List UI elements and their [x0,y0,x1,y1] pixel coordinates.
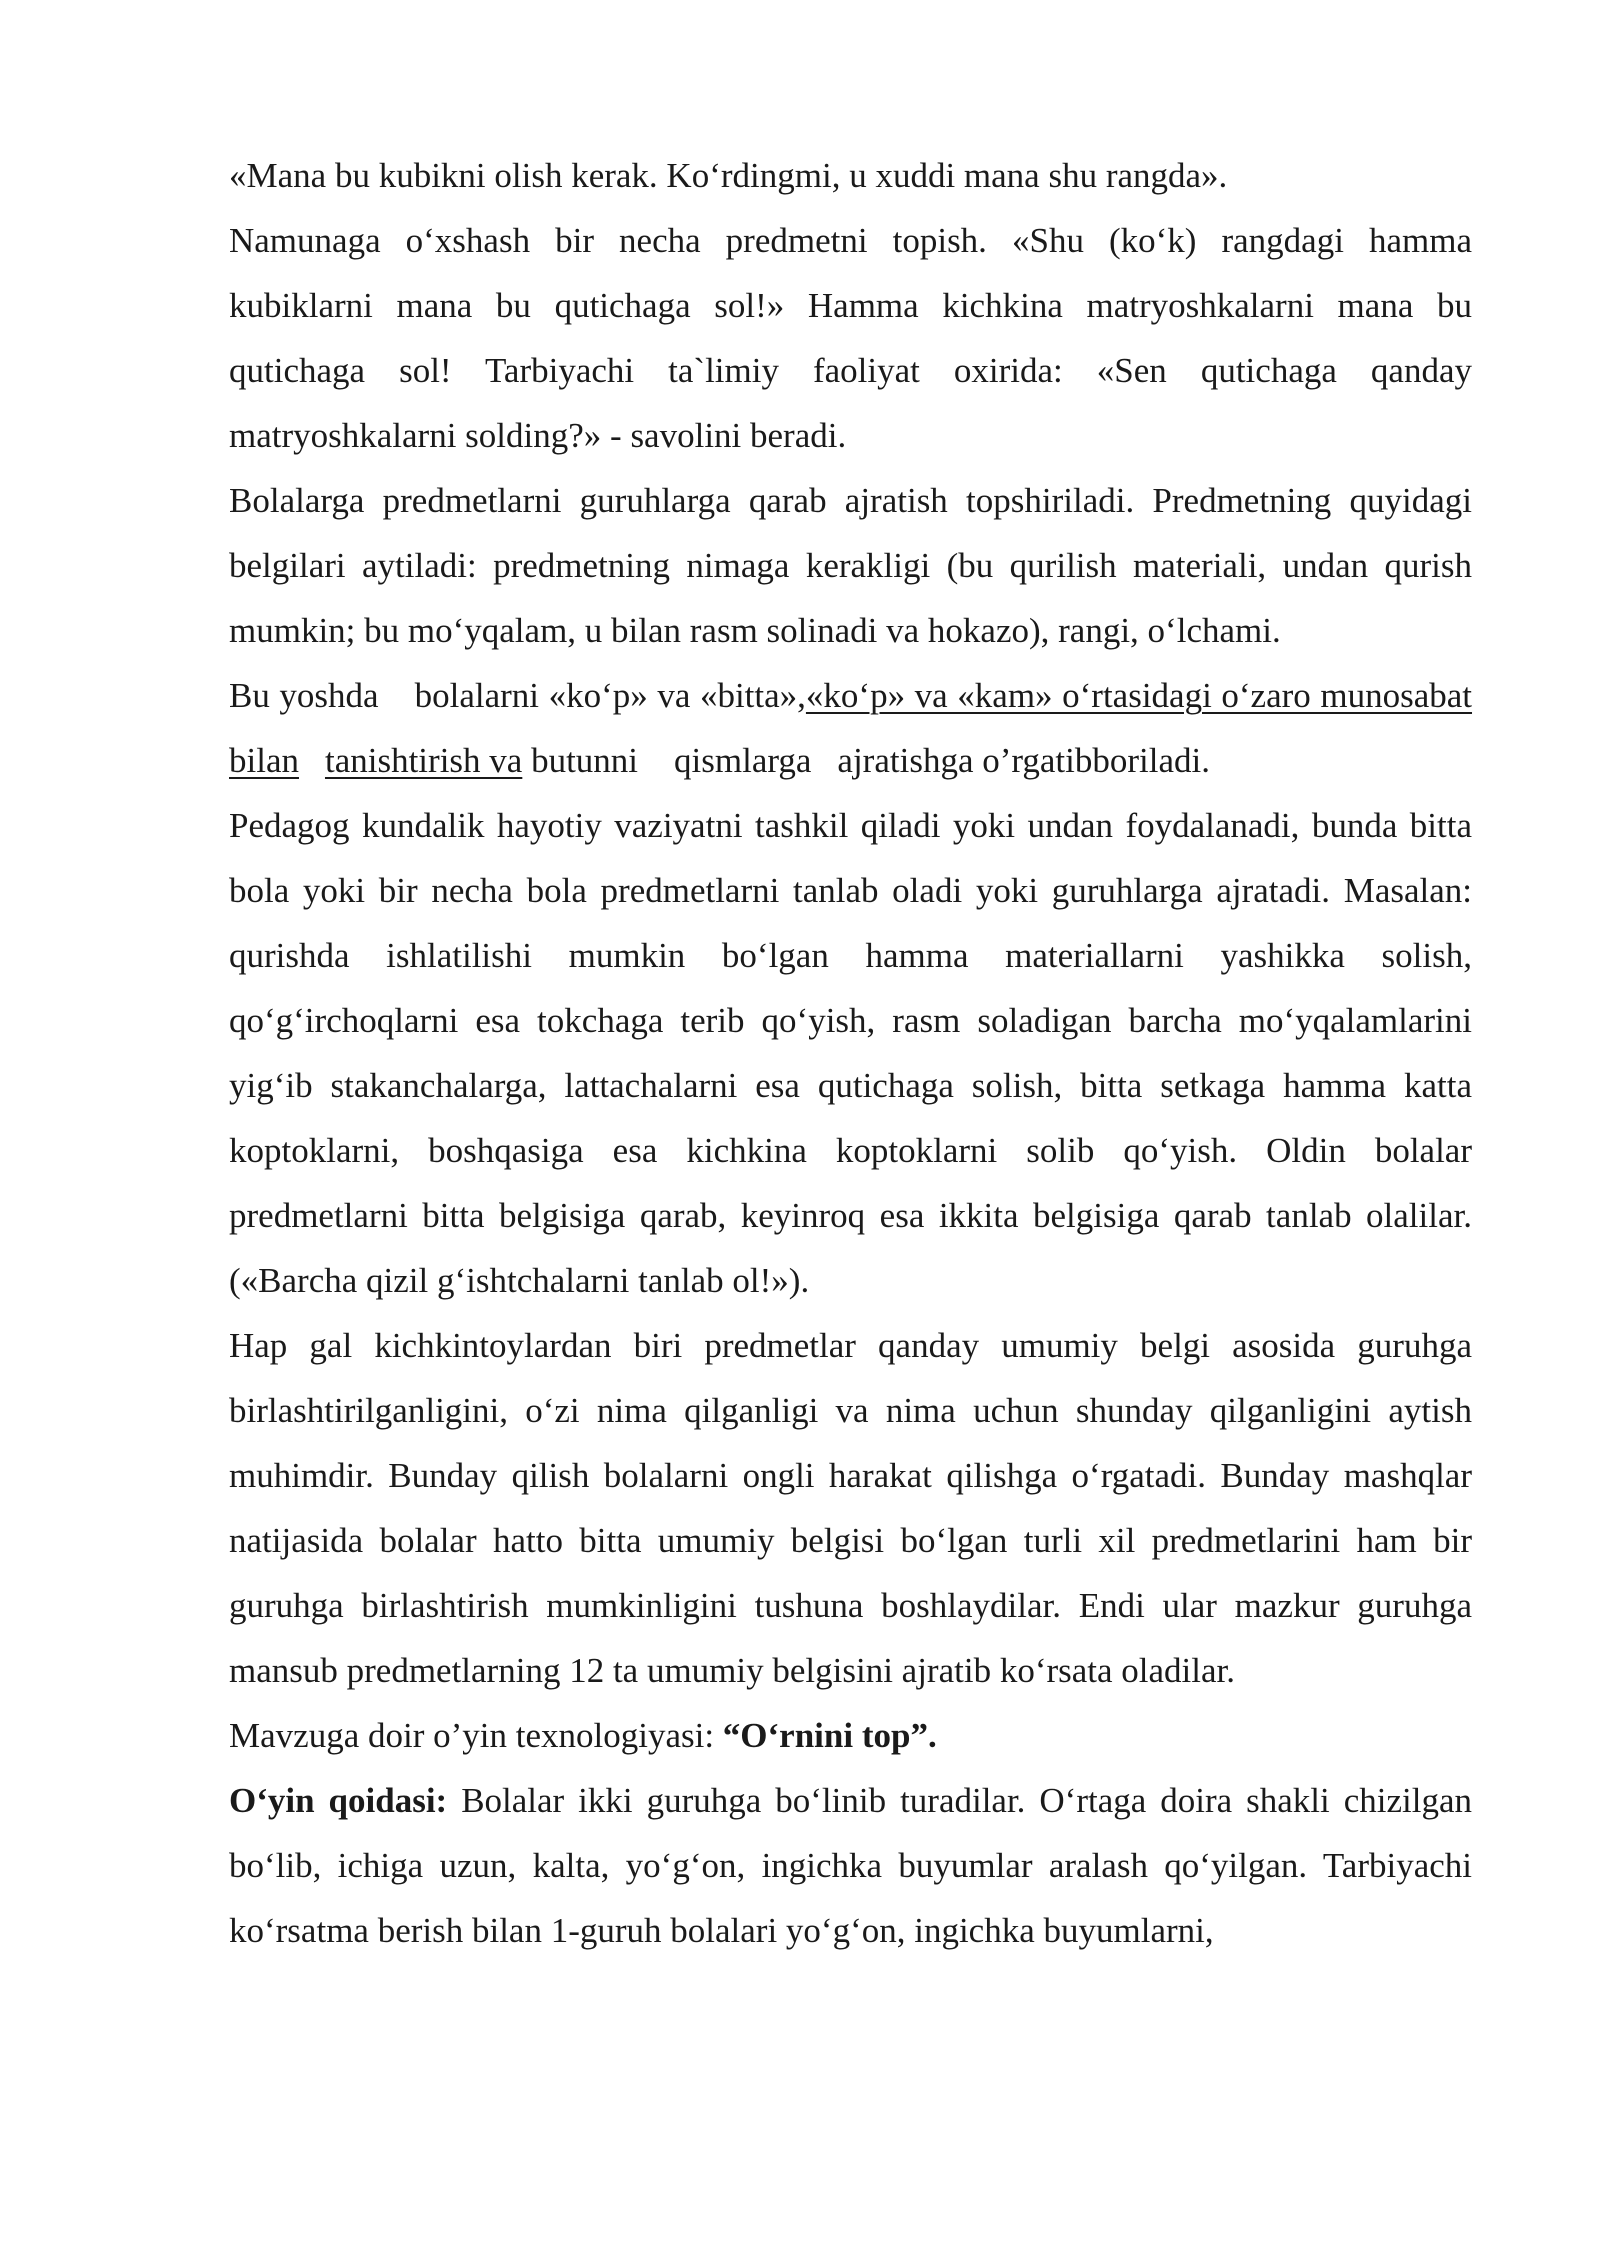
paragraph-7 [229,1703,1472,1768]
paragraph-4-mid: bolalarni «ko‘p» va «bitta», [414,676,806,715]
underlined-text-a: «ko‘p» va «kam» o‘rtasidagi o‘zaro munosabat bilan [229,676,1473,780]
game-title: “O‘rnini top”. [722,1716,937,1755]
paragraph-6: Hap gal kichkintoylardan biri predmetlar qanday umumiy belgi asosida guruhga birlashtirilganligini, o‘zi nima qilganligi va nima uchun shunday qilganligini aytish muhimdir. Bunday qilish bolalarni ongli harakat qilishga o‘rgatadi. Bunday mashqlar natijasida bolalar hatto bitta umumiy belgisi bo‘lgan turli xil predmetlarini ham bir guruhga birlashtirish mumkinligini tushuna boshlaydilar. Endi ular mazkur guruhga mansub predmetlarning 12 ta umumiy belgisini ajratib ko‘rsata oladilar. [229,1326,1472,1690]
underlined-text-b: tanishtirish va [324,741,523,780]
paragraph-4-word-1: butunni [531,741,639,780]
paragraph-2: Namunaga o‘xshash bir necha predmetni topish. «Shu (ko‘k) rangdagi hamma kubiklarni mana bu qutichaga sol!» Hamma kichkina matryoshkalarni mana bu qutichaga sol! Tarbiyachi ta`limiy faoliyat oxirida: «Sen qutichaga qanday matryoshkalarni solding?» - savolini beradi. [229,221,1472,455]
game-rules-text: Bolalar ikki guruhga bo‘linib turadilar. O‘rtaga doira shakli chizilgan bo‘lib, ichiga uzun, kalta, yo‘g‘on, ingichka buyumlar aralash qo‘yilgan. Tarbiyachi ko‘rsatma berish bilan 1-guruh bolalari yo‘g‘on, ingichka buyumlarni, [229,1781,1473,1950]
paragraph-5: Pedagog kundalik hayotiy vaziyatni tashkil qiladi yoki undan foydalanadi, bunda bitta bola yoki bir necha bola predmetlarni tanlab oladi yoki guruhlarga ajratadi. Masalan: qurishda ishlatilishi mumkin bo‘lgan hamma materiallarni yashikka solish, qo‘g‘irchoqlarni esa tokchaga terib qo‘yish, rasm soladigan barcha mo‘yqalamlarini yig‘ib stakanchalarga, lattachalarni esa qutichaga solish, bitta setkaga hamma katta koptoklarni, boshqasiga esa kichkina koptoklarni solib qo‘yish. Oldin bolalar predmetlarni bitta belgisiga qarab, keyinroq esa ikkita belgisiga qarab tanlab olalilar. («Barcha qizil g‘ishtchalarni tanlab ol!»). [229,806,1472,1300]
paragraph-4 [229,663,1472,793]
game-technology-label: Mavzuga doir o’yin texnologiyasi: [229,1716,715,1755]
document-page [229,143,1472,1963]
paragraph-3: Bolalarga predmetlarni guruhlarga qarab ajratish topshiriladi. Predmetning quyidagi belgilari aytiladi: predmetning nimaga kerakligi (bu qurilish materiali, undan qurish mumkin; bu mo‘yqalam, u bilan rasm solinadi va hokazo), rangi, o‘lchami. [229,481,1472,650]
game-rules-label: O‘yin qoidasi: [229,1781,448,1820]
paragraph-4-start: Bu yoshda [229,676,379,715]
paragraph-4-end: ajratishga o’rgatibboriladi. [837,741,1210,780]
paragraph-8 [229,1768,1472,1963]
paragraph-1: «Mana bu kubikni olish kerak. Ko‘rdingmi, u xuddi mana shu rangda». [229,156,1228,195]
paragraph-4-word-2: qismlarga [674,741,812,780]
